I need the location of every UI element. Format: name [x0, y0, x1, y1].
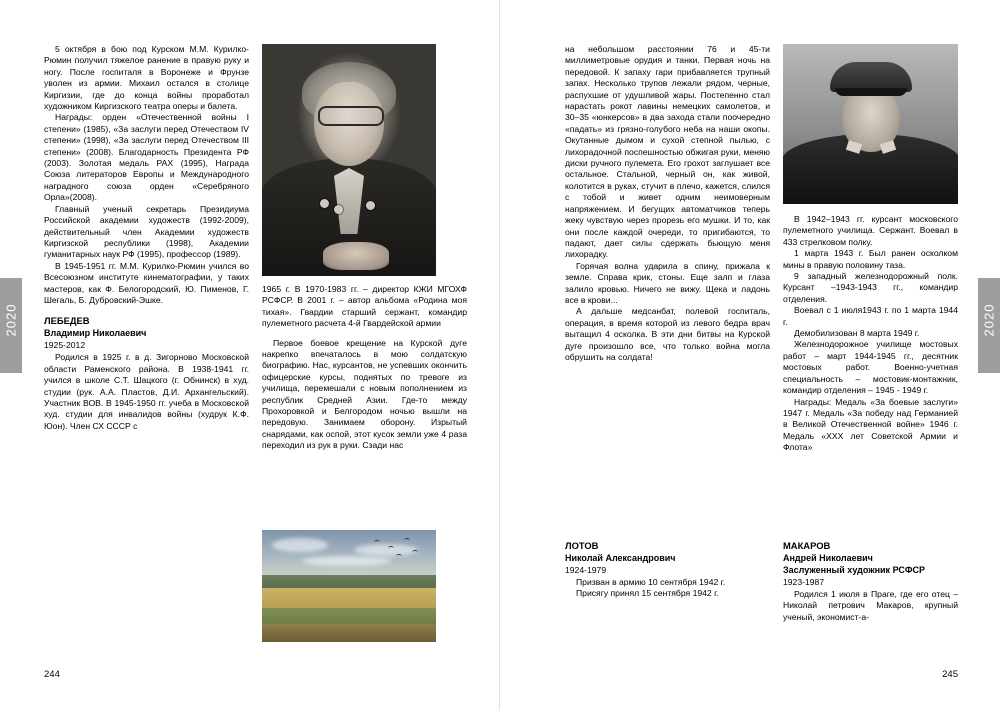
- entry-name: Николай Александрович: [565, 553, 676, 563]
- portrait-photo-elderly-man: [262, 44, 436, 276]
- paragraph: А дальше медсанбат, полевой госпиталь, операция, в время которой из левого бедра врач вытащил 4 осколка. В эти дни битвы на Курской дуге произошло все, что только война могла обрушить на солдата!: [565, 306, 770, 362]
- painting-bird: [396, 554, 402, 558]
- painting-field-lower: [262, 624, 436, 642]
- paragraph: Родился 1 июля в Праге, где его отец – Николай петрович Макаров, крупный ученый, экономист-а-: [783, 589, 958, 622]
- paragraph: Железнодорожное училище мостовых работ – март 1944-1945 гг., десятник мостовых работ. Военно-учетная специальность – мостовик-монтажник, командир отделения – 1945 - 1949 г.: [783, 339, 958, 396]
- photo-glasses: [318, 106, 384, 126]
- paragraph: Призван в армию 10 сентября 1942 г.: [576, 577, 726, 587]
- entry-years: 1923-1987: [783, 577, 825, 587]
- paragraph: Главный ученый секретарь Президиума Российской академии художеств (1992-2009), действительный член Академии художеств Киргизской республики (1998), Академии гуманитарных наук РФ (1995), профессор (1989).: [44, 203, 249, 260]
- entry-surname: ЛЕБЕДЕВ: [44, 315, 90, 327]
- photo-cap-visor: [835, 88, 907, 96]
- paragraph: В 1945-1951 гг. М.М. Курилко-Рюмин учился во Всесоюзном институте кинематографии, у таких мастеров, как Ф. Белогородский, Ю. Пименов, Г. Шегаль, Б. Дубровский-Эшке.: [44, 260, 249, 305]
- landscape-painting-field: [262, 530, 436, 642]
- painting-field-upper: [262, 588, 436, 610]
- year-tab-right-label: 2020: [981, 303, 997, 337]
- paragraph: Горячая волна ударила в спину, прижала к земле. Справа крик, стоны. Еще залп и глаза залило кровью. Ничего не вижу. Щека и ладонь все в крови...: [565, 260, 770, 305]
- portrait-photo-young-soldier: [783, 44, 958, 204]
- page-spine: [499, 0, 500, 710]
- page-number-right: 245: [942, 669, 958, 680]
- entry-years: 1925-2012: [44, 340, 86, 351]
- paragraph: 1 марта 1943 г. Был ранен осколком мины в правую половину таза.: [783, 248, 958, 270]
- column-2: [262, 284, 467, 452]
- column-3-entry: [565, 540, 770, 600]
- paragraph: на небольшом расстоянии 76 и 45-ти миллиметровые орудия и танки. Первая ночь на передовой. К запаху гари прибавляется трупный запах. Несколько трупов лежали рядом, черные, распухшие от удушливой жары. Постепенно стал нарастать рокот лавины немецких самолетов, и 30–35 «юнкерсов» в два захода стали поочередно «падать» из грязно-голубого неба на наши окопы. Окутанные дымом и сухой степной пылью, с лихорадочной поспешностью обжигая руки, меняю диски ручного пулемета. Его грохот заглушает все остальное. Стальной, черный он, как живой, колотится в руках, стучит в плечо, кажется, слился с тобой и живет одним неимоверным напряжением. И бегущих автоматчиков теперь жеку чувствую через прорезь его мушки. И то, как они после каждой очереди, то пригибаются, то падают, дает силы сдержать бьющую меня лихорадку.: [565, 44, 770, 260]
- painting-bird: [412, 550, 418, 554]
- entry-title: Заслуженный художник РСФСР: [783, 565, 926, 575]
- painting-cloud: [302, 556, 392, 566]
- column-4: [783, 214, 958, 454]
- entry-name: Андрей Николаевич: [783, 553, 873, 563]
- paragraph: 9 западный железнодорожный полк. Курсант –1943-1943 гг., командир отделения.: [783, 271, 958, 304]
- column-3: [565, 44, 770, 363]
- year-tab-left: [0, 278, 22, 373]
- photo-caption: 1965 г. В 1970-1983 гг. – директор КЖИ МГОХФ РСФСР. В 2001 г. – автор альбома «Родина моя тихая». Гвардии старший сержант, командир пулеметного расчета 4-й Гвардейской армии: [262, 284, 467, 329]
- year-tab-right: [978, 278, 1000, 373]
- paragraph: Первое боевое крещение на Курской дуге накрепко впечаталось в мою солдатскую биографию. Нас, курсантов, не успевших окончить офицерские курсы, поднятых по тревоге из училища, перемешали с новым пополнением из республик Средней Азии. Где-то между Прохоровкой и Белгородом ночью вышли на передовую. Занимаем оборону. Изрытый снарядами, как оспой, этот кусок земли уже 4 раза переходил из рук в руки. Сзади нас: [262, 337, 467, 451]
- paragraph: В 1942–1943 гг. курсант московского пулеметного училища. Сержант. Воевал в 433 стрелковом полку.: [783, 214, 958, 247]
- page-number-left: 244: [44, 669, 60, 680]
- paragraph: 5 октября в бою под Курском М.М. Курилко-Рюмин получил тяжелое ранение в правую руку и ногу. После госпиталя в Воронеже и Фрунзе уволен из армии. Михаил остался в столице Киргизии, где до конца войны проработал художником Киргизского театра оперы и балета.: [44, 44, 249, 112]
- painting-bird: [404, 538, 410, 542]
- painting-sky: [262, 530, 436, 579]
- entry-surname: ЛОТОВ: [565, 540, 599, 551]
- photo-medal: [366, 201, 375, 210]
- painting-cloud: [272, 538, 328, 552]
- paragraph: Демобилизован 8 марта 1949 г.: [794, 328, 920, 339]
- photo-medal: [334, 205, 343, 214]
- column-1: [44, 44, 249, 432]
- column-4-entry: [783, 540, 958, 623]
- paragraph: Родился в 1925 г. в д. Зигорново Московской области Раменского района. В 1938-1941 гг. учился в школе С.Т. Шацкого (г. Обнинск) в худ. студии (рук. А.А. Пластов, Д.И. Архангельский). Участник ВОВ. В 1945-1950 гг. учеба в Московской худ. студии для инвалидов войны (худрук К.Ф. Юон). Член СХ СССР с: [44, 352, 249, 431]
- painting-cloud: [354, 544, 418, 556]
- entry-surname: МАКАРОВ: [783, 540, 831, 551]
- painting-bird: [388, 546, 394, 550]
- photo-medal: [320, 199, 329, 208]
- paragraph: Присягу принял 15 сентября 1942 г.: [576, 588, 719, 599]
- painting-bird: [374, 540, 380, 544]
- paragraph: Награды: орден «Отечественной войны I степени» (1985), «За заслуги перед Отечеством IV степени» (1998), «За заслуги перед Отечеством III степени» (2008). Благодарность Президента РФ (2003). Золотая медаль РАХ (1995), Награда Союза литераторов Европы и Международного наградного союза орден «Серебряного Орла»(2008).: [44, 112, 249, 203]
- year-tab-left-label: 2020: [3, 303, 19, 337]
- entry-name: Владимир Николаевич: [44, 328, 147, 339]
- paragraph: Награды: Медаль «За боевые заслуги» 1947 г. Медаль «За победу над Германией в Великой Отечественной войне» 1946 г. Медаль «ХХХ лет Советской Армии и Флота»: [783, 396, 958, 453]
- photo-hands: [323, 242, 389, 270]
- entry-years: 1924-1979: [565, 565, 607, 575]
- paragraph: Воевал с 1 июля1943 г. по 1 марта 1944 г.: [783, 305, 958, 327]
